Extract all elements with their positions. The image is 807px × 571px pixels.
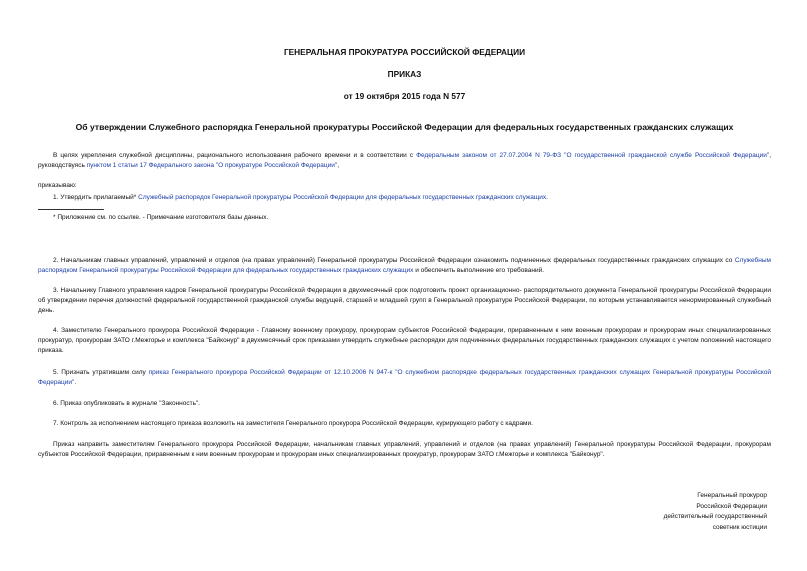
footnote-text: * Приложение см. по ссылке. - Примечание изготовителя базы данных. xyxy=(53,214,269,221)
preamble-text-2: , руководствуясь xyxy=(38,152,771,169)
item-5-text-2: . xyxy=(74,379,77,386)
order-word: приказываю: xyxy=(38,182,77,189)
item-1-text-2: . xyxy=(546,194,548,201)
distribution-paragraph: Приказ направить заместителям Генерального прокурора Российской Федерации, начальникам главных управлений, управлений и отделов (на правах управлений) Генеральной прокуратуры Российской Федерации, прокурорам субъектов Российской Федерации, приравненным к ним военным прокурорам и прокурорам иных специализированных прокуратур, прокурорам ЗАТО г.Межгорье и комплекса "Байконур". xyxy=(38,441,771,458)
prosecution-law-article-link[interactable]: пунктом 1 статьи 17 Федерального закона "О прокуратуре Российской Федерации" xyxy=(86,162,338,169)
item-2-paragraph xyxy=(38,256,771,276)
item-5-text-1: 5. Признать утратившим силу xyxy=(53,369,149,376)
item-2-text-1: 2. Начальникам главных управлений, управлений и отделов (на правах управлений) Генеральной прокуратуры Российской Федерации ознакомить подчиненных федеральных государственных гражданских служащих со xyxy=(53,257,735,264)
footnote-divider xyxy=(38,209,104,210)
order-947k-link[interactable]: приказ Генерального прокурора Российской Федерации от 12.10.2006 N 947-к "О служебном распорядке федеральных государственных гражданских служащих Генеральной прокуратуры Российской Федерации" xyxy=(38,369,771,386)
signature-block xyxy=(607,491,767,533)
item-1-text-1: 1. Утвердить прилагаемый* xyxy=(53,194,139,201)
document-title: Об утверждении Служебного распорядка Генеральной прокуратуры Российской Федерации для федеральных государственных гражданских служащих xyxy=(75,122,734,132)
signature-line-3: действительный государственный xyxy=(663,513,767,520)
signature-line-2: Российской Федерации xyxy=(696,502,767,510)
item-3-paragraph: 3. Начальнику Главного управления кадров Генеральной прокуратуры Российской Федерации в двухмесячный срок подготовить проект организационно- распорядительного документа Генеральной прокуратуры Российской Федерации об утверждении перечня должностей федеральной государственной гражданской службы ведущей, старшей и младшей групп в Генеральной прокуратуре Российской Федерации, по которым устанавливается ненормированный служебный день. xyxy=(38,287,771,314)
item-1-paragraph xyxy=(38,193,771,203)
service-schedule-link-2[interactable]: Служебным распорядком Генеральной прокуратуры Российской Федерации для федеральных государственных гражданских служащих xyxy=(38,257,771,274)
preamble-text-3: , xyxy=(337,162,339,169)
document-page xyxy=(38,0,771,571)
preamble-paragraph xyxy=(38,151,771,171)
signature-line-1: Генеральный прокурор xyxy=(697,492,767,499)
service-schedule-link[interactable]: Служебный распорядок Генеральной прокуратуры Российской Федерации для федеральных государственных гражданских служащих xyxy=(138,194,547,201)
document-type: ПРИКАЗ xyxy=(387,69,422,79)
item-2-text-2: и обеспечить выполнение его требований. xyxy=(413,267,545,274)
agency-name: ГЕНЕРАЛЬНАЯ ПРОКУРАТУРА РОССИЙСКОЙ ФЕДЕРАЦИИ xyxy=(283,47,526,57)
item-6-paragraph: 6. Приказ опубликовать в журнале "Законность". xyxy=(53,400,201,407)
item-4-paragraph: 4. Заместителю Генерального прокурора Российской Федерации - Главному военному прокурору, прокурорам субъектов Российской Федерации, приравненным к ним военным прокурорам и прокурорам иных специализированных прокуратур, прокурорам ЗАТО г.Межгорье и комплекса "Байконур" в двухмесячный срок приказами утвердить служебные распорядки для подчиненных федеральных государственных гражданских служащих с учетом положений настоящего приказа. xyxy=(38,327,771,354)
signature-line-4: советник юстиции xyxy=(712,523,767,531)
item-7-paragraph: 7. Контроль за исполнением настоящего приказа возложить на заместителя Генерального прокурора Российской Федерации, курирующего работу с кадрами. xyxy=(53,420,533,427)
document-date-number: от 19 октября 2015 года N 577 xyxy=(343,91,466,101)
item-5-paragraph xyxy=(38,368,771,388)
preamble-text-1: В целях укрепления служебной дисциплины, рационального использования рабочего времени и в соответствии с xyxy=(53,152,417,159)
federal-law-79-link[interactable]: Федеральным законом от 27.07.2004 N 79-ФЗ "О государственной гражданской службе Российской Федерации" xyxy=(416,152,770,159)
